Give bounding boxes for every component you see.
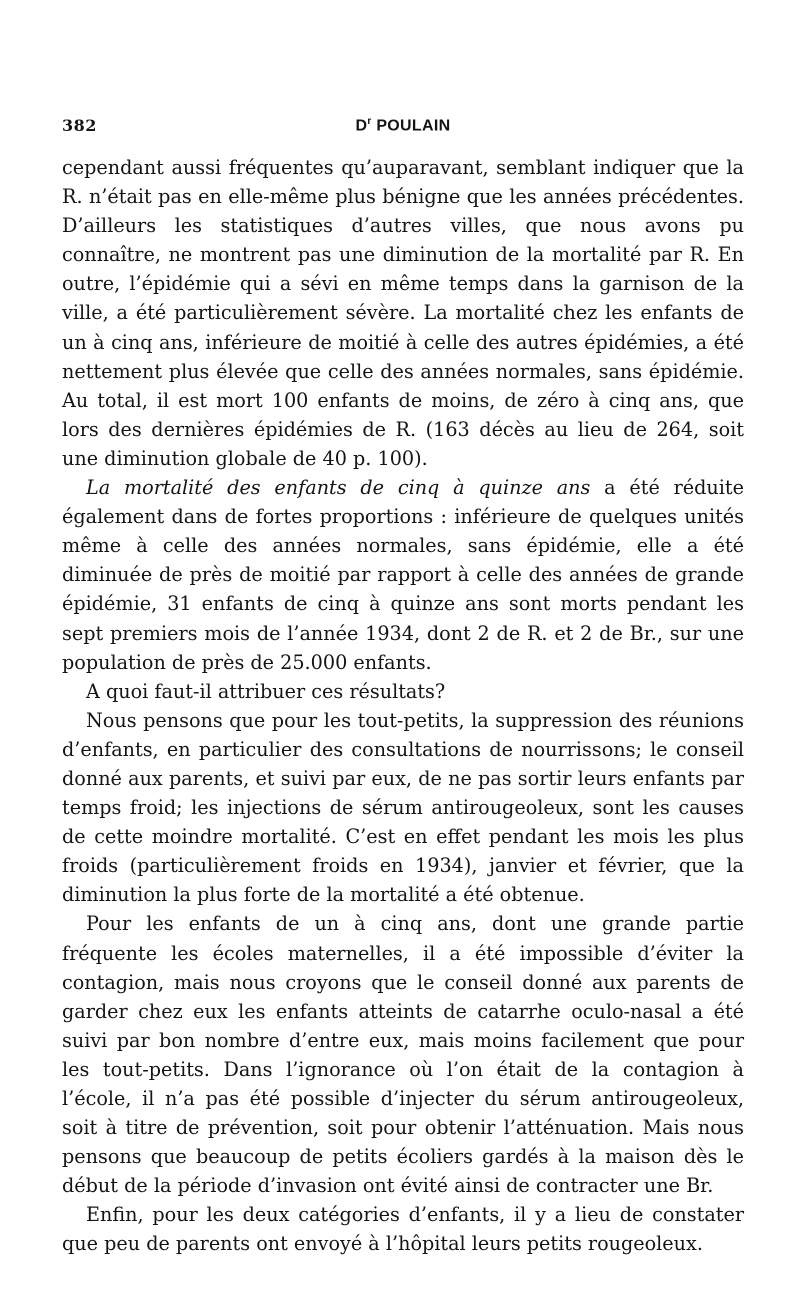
running-head	[62, 116, 744, 135]
author-name: POULAIN	[371, 117, 451, 135]
page-number: 382	[62, 116, 97, 135]
author-prefix-superscript: r	[367, 116, 372, 127]
paragraph-mortality-5-15	[62, 473, 744, 677]
paragraph-question: A quoi faut-il attribuer ces résultats?	[86, 679, 446, 703]
paragraph-conclusion: Enfin, pour les deux catégories d’enfants, il y a lieu de constater que peu de parents ont envoyé à l’hôpital leurs petits rougeoleux.	[62, 1203, 744, 1256]
paragraph-text: a été réduite également dans de fortes proportions : inférieure de quelques unités même à celle des années normales, sans épidémie, elle a été diminuée de près de moitié par rapport à celle des années de grande épidémie, 31 enfants de cinq à quinze ans sont morts pendant les sept premiers mois de l’année 1934, dont 2 de R. et 2 de Br., sur une population de près de 25.000 enfants.	[62, 476, 744, 674]
page-header	[62, 116, 744, 140]
author-prefix: D	[355, 117, 368, 135]
paragraph-un-a-cinq-ans: Pour les enfants de un à cinq ans, dont une grande partie fréquente les écoles maternelles, il a été impossible d’éviter la contagion, mais nous croyons que le conseil donné aux parents de garder chez eux les enfants atteints de catarrhe oculo-nasal a été suivi par bon nombre d’entre eux, mais moins facilement que pour les tout-petits. Dans l’ignorance où l’on était de la contagion à l’école, il n’a pas été possible d’injecter du sérum antirougeoleux, soit à titre de prévention, soit pour obtenir l’atténuation. Mais nous pensons que beaucoup de petits écoliers gardés à la maison dès le début de la période d’invasion ont évité ainsi de contracter une Br.	[62, 912, 744, 1198]
body-text	[62, 153, 744, 1259]
italic-lead: La mortalité des enfants de cinq à quinze ans	[86, 476, 591, 500]
paragraph-continued: cependant aussi fréquentes qu’auparavant, semblant indiquer que la R. n’était pas en elle-même plus bénigne que les années précédentes. D’ailleurs les statistiques d’autres villes, que nous avons pu connaître, ne montrent pas une diminution de la mortalité par R. En outre, l’épidémie qui a sévi en même temps dans la garnison de la ville, a été particulièrement sévère. La mortalité chez les enfants de un à cinq ans, inférieure de moitié à celle des autres épidémies, a été nettement plus élevée que celle des années normales, sans épidémie. Au total, il est mort 100 enfants de moins, de zéro à cinq ans, que lors des dernières épidémies de R. (163 décès au lieu de 264, soit une diminution globale de 40 p. 100).	[62, 156, 744, 470]
paragraph-tout-petits: Nous pensons que pour les tout-petits, la suppression des réunions d’enfants, en particulier des consultations de nourrissons; le conseil donné aux parents, et suivi par eux, de ne pas sortir leurs enfants par temps froid; les injections de sérum antirougeoleux, sont les causes de cette moindre mortalité. C’est en effet pendant les mois les plus froids (particulièrement froids en 1934), janvier et février, que la diminution la plus forte de la mortalité a été obtenue.	[62, 708, 744, 907]
